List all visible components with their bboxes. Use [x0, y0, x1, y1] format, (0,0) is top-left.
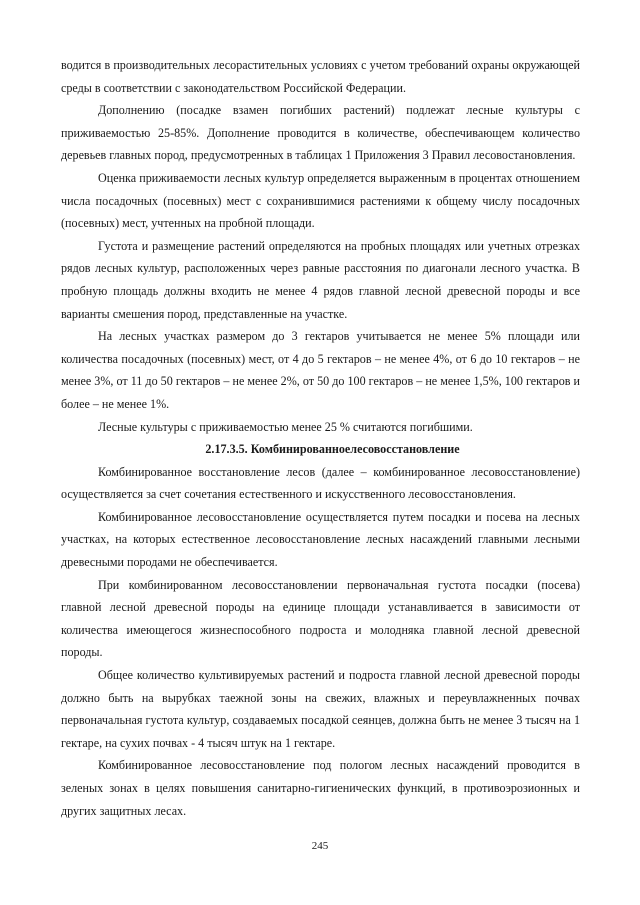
paragraph-dead-cultures: Лесные культуры с приживаемостью менее 25 % считаются погибшими.: [98, 419, 473, 434]
paragraph-combined-definition: Комбинированное восстановление лесов (далее – комбинированное лесовосстановление) осуществляется за счет сочетания естественного и искусственного лесовосстановления.: [61, 464, 580, 502]
paragraph-continuation: водится в производительных лесорастительных условиях с учетом требований охраны окружающей среды в соответствии с законодательством Российской Федерации.: [61, 58, 580, 95]
paragraph-survival-assessment: Оценка приживаемости лесных культур определяется выраженным в процентах отношением числа посадочных (посевных) мест с сохранившимися растениями к общему числу посадочных (посевных) мест, учтенных на пробной площади.: [61, 170, 580, 231]
paragraph-supplement: Дополнению (посадке взамен погибших растений) подлежат лесные культуры с приживаемостью 25-85%. Дополнение проводится в количестве, обеспечивающем количество деревьев главных пород, предусмотренных в таблицах 1 Приложения 3 Правил лесовостановления.: [61, 103, 580, 163]
page-number: 245: [311, 840, 329, 852]
paragraph-under-canopy: Комбинированное лесовосстановление под пологом лесных насаждений проводится в зеленых зонах в целях повышения санитарно-гигиенических функций, в противоэрозионных и других защитных лесах.: [61, 758, 580, 818]
paragraph-total-plants: Общее количество культивируемых растений и подроста главной лесной древесной породы должно быть на вырубках таежной зоны на свежих, влажных и переувлажненных почвах первоначальная густота культур, создаваемых посадкой сеянцев, должна быть не менее 3 тысяч на 1 гектаре, на сухих почвах - 4 тысяч штук на 1 гектаре.: [61, 668, 580, 750]
paragraph-initial-density: При комбинированном лесовосстановлении первоначальная густота посадки (посева) главной лесной древесной породы на единице площади устанавливается в зависимости от количества имеющегося жизнеспособного подроста и молодняка главной лесной древесной породы.: [61, 577, 580, 660]
document-body: [61, 54, 580, 822]
paragraph-combined-method: Комбинированное лесовосстановление осуществляется путем посадки и посева на лесных участках, на которых естественное лесовосстановление лесных насаждений главными лесными древесными породами не обеспечивается.: [61, 509, 580, 570]
paragraph-density-placement: Густота и размещение растений определяются на пробных площадях или учетных отрезках рядов лесных культур, расположенных через равные расстояния по диагонали лесного участка. В пробную площадь должны входить не менее 4 рядов главной лесной древесной породы и все варианты смешения пород, представленные на участке.: [61, 238, 580, 321]
paragraph-sample-area: На лесных участках размером до 3 гектаров учитывается не менее 5% площади или количества посадочных (посевных) мест, от 4 до 5 гектаров – не менее 4%, от 6 до 10 гектаров – не менее 3%, от 11 до 50 гектаров – не менее 2%, от 50 до 100 гектаров – не менее 1,5%, 100 гектаров и более – не менее 1%.: [61, 329, 580, 411]
section-heading: 2.17.3.5. Комбинированноелесовосстановление: [205, 442, 460, 457]
